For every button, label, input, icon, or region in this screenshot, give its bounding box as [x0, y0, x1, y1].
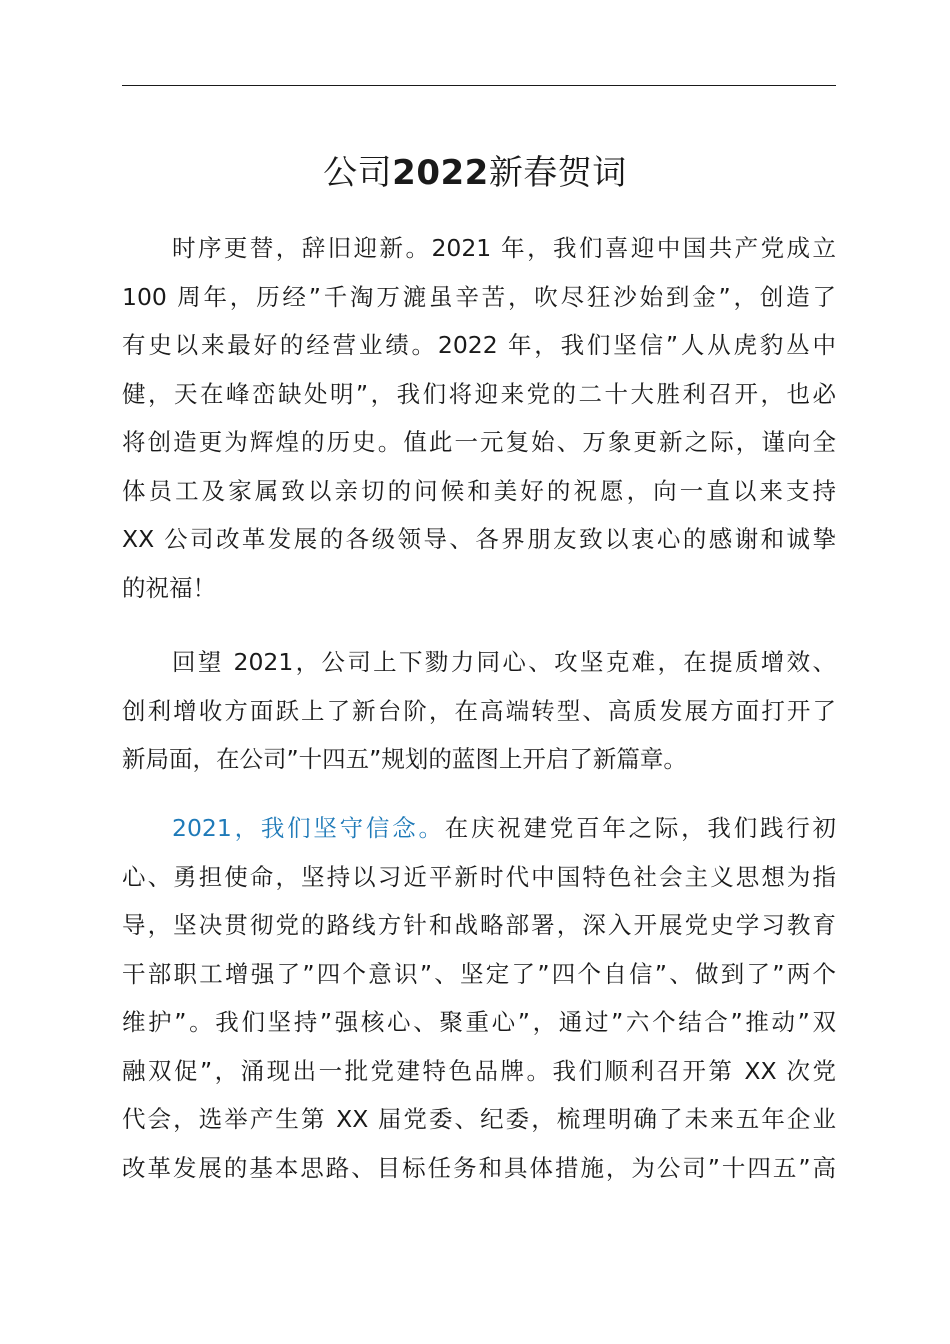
paragraph-line: 融双促”，涌现出一批党建特色品牌。我们顺利召开第 XX 次党: [122, 1056, 836, 1085]
title-year: 2022: [392, 153, 489, 193]
lead-line-rest: 在庆祝建党百年之际，我们践行初: [444, 814, 837, 842]
paragraph-lead-line: [122, 804, 836, 853]
paragraph-line: 将创造更为辉煌的历史。值此一元复始、万象更新之际，谨向全: [122, 428, 836, 456]
title-prefix: 公司: [323, 153, 393, 193]
paragraph-line: 创利增收方面跃上了新台阶，在高端转型、高质发展方面打开了: [122, 696, 836, 725]
paragraph-line: 回望 2021，公司上下勠力同心、攻坚克难，在提质增效、: [172, 648, 836, 676]
header-rule: [122, 85, 836, 86]
paragraph-review-2021: [122, 638, 836, 784]
paragraph-line: 体员工及家属致以亲切的问候和美好的祝愿，向一直以来支持: [122, 476, 836, 505]
document-title: [0, 148, 950, 198]
paragraph-line: 维护”。我们坚持”强核心、聚重心”，通过”六个结合”推动”双: [122, 1008, 836, 1036]
title-suffix: 新春贺词: [488, 153, 627, 193]
paragraph-line: 导，坚决贯彻党的路线方针和战略部署，深入开展党史学习教育: [122, 911, 836, 939]
paragraph-new-year-greeting: [122, 224, 836, 612]
paragraph-line: 时序更替，辞旧迎新。2021 年，我们喜迎中国共产党成立: [172, 234, 836, 262]
section-highlight-heading: 2021，我们坚守信念。: [172, 814, 445, 842]
paragraph-line: 干部职工增强了”四个意识”、坚定了”四个自信”、做到了”两个: [122, 959, 836, 988]
paragraph-line: 新局面，在公司”十四五”规划的蓝图上开启了新篇章。: [122, 745, 687, 773]
paragraph-line: 代会，选举产生第 XX 届党委、纪委，梳理明确了未来五年企业: [122, 1105, 836, 1133]
paragraph-line: XX 公司改革发展的各级领导、各界朋友致以衷心的感谢和诚挚: [122, 525, 836, 553]
paragraph-belief-2021: [122, 804, 836, 1192]
paragraph-line: 健，天在峰峦缺处明”，我们将迎来党的二十大胜利召开，也必: [122, 379, 836, 408]
paragraph-line: 的祝福！: [122, 573, 216, 602]
paragraph-line: 改革发展的基本思路、目标任务和具体措施，为公司”十四五”高: [122, 1153, 836, 1182]
paragraph-line: 有史以来最好的经营业绩。2022 年，我们坚信”人从虎豹丛中: [122, 331, 836, 359]
paragraph-line: 心、勇担使命，坚持以习近平新时代中国特色社会主义思想为指: [122, 862, 836, 891]
paragraph-line: 100 周年，历经”千淘万漉虽辛苦，吹尽狂沙始到金”，创造了: [122, 282, 836, 311]
